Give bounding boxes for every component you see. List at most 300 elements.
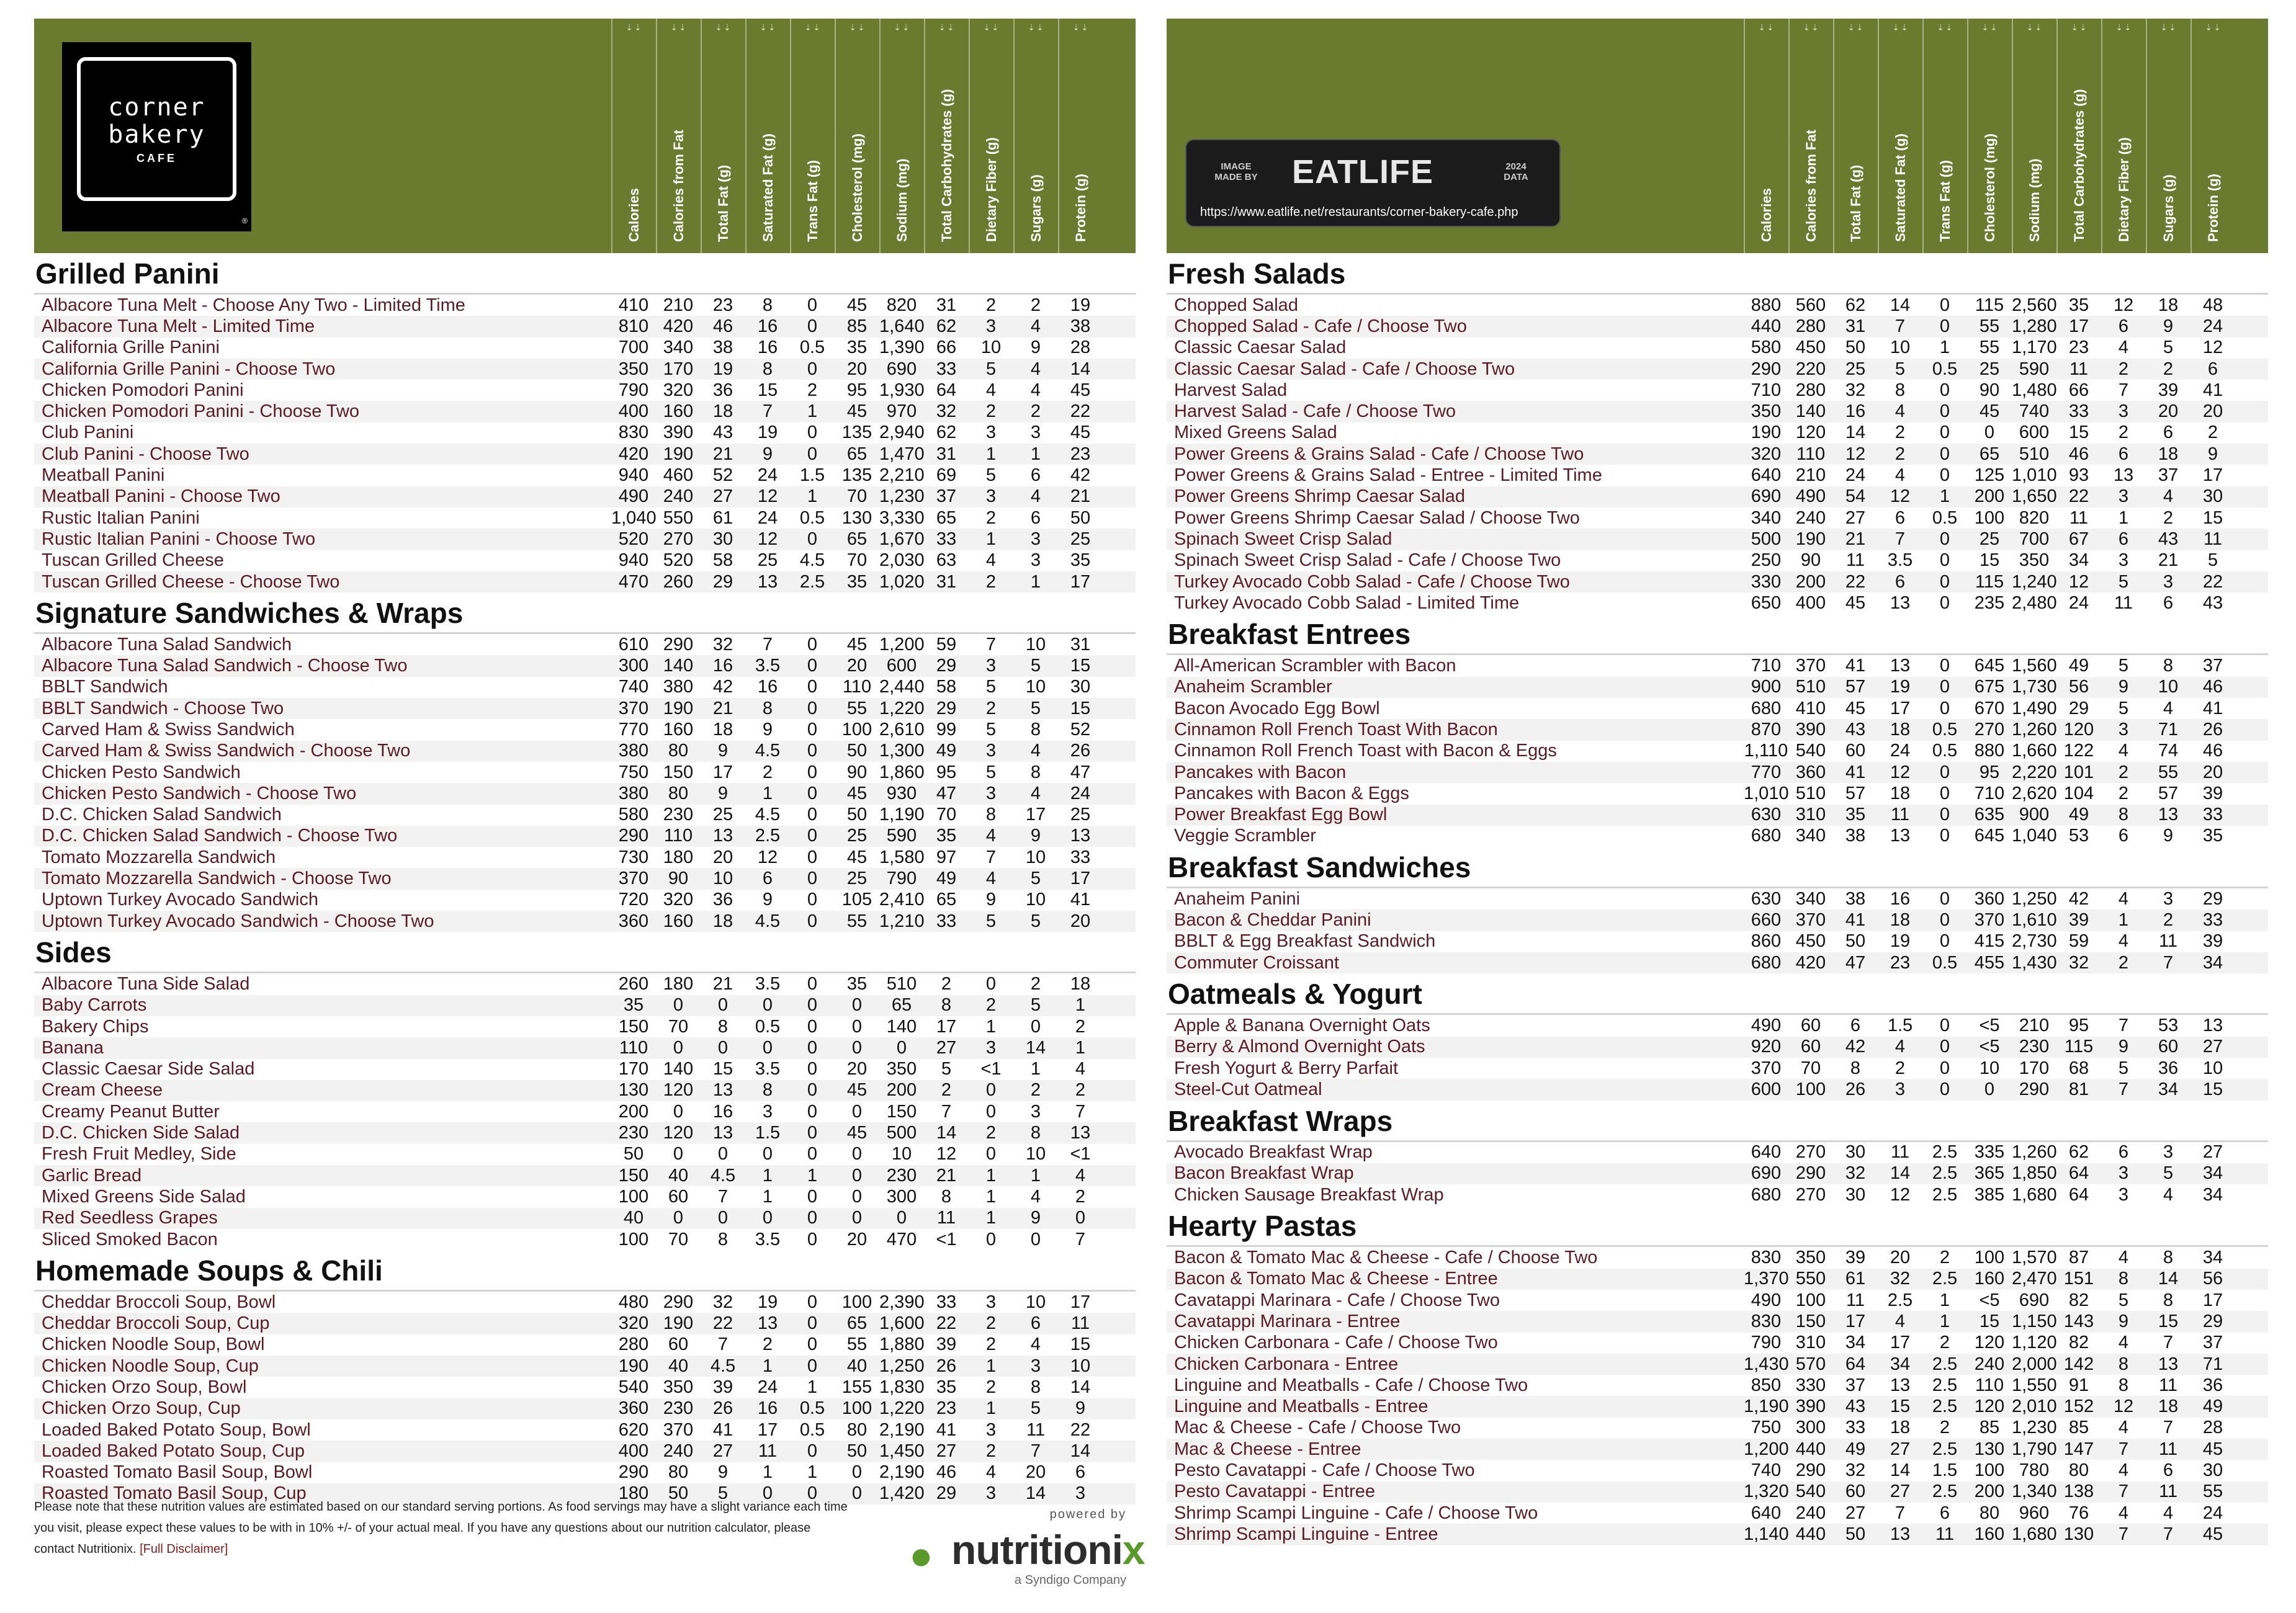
item-name[interactable]: Carved Ham & Swiss Sandwich bbox=[42, 719, 295, 739]
nutrient-value: 8 bbox=[717, 1229, 729, 1249]
table-row[interactable] bbox=[1167, 550, 2268, 571]
nutrient-value: 0 bbox=[807, 529, 818, 549]
item-name[interactable]: Bacon Avocado Egg Bowl bbox=[1174, 698, 1380, 718]
table-row[interactable] bbox=[1167, 1269, 2268, 1290]
table-row[interactable] bbox=[34, 1165, 1136, 1186]
nutrient-value: 2 bbox=[2118, 762, 2129, 782]
table-row[interactable] bbox=[1167, 741, 2268, 762]
right-panel bbox=[1167, 19, 2268, 1545]
item-name[interactable]: Cheddar Broccoli Soup, Cup bbox=[42, 1313, 270, 1334]
nutrient-value: 55 bbox=[846, 911, 868, 931]
item-name[interactable]: Tomato Mozzarella Sandwich bbox=[42, 847, 276, 867]
table-row[interactable] bbox=[34, 634, 1136, 655]
nutritionix-wordmark: nutritionix bbox=[951, 1527, 1145, 1573]
item-name[interactable]: Shrimp Scampi Linguine - Cafe / Choose Two bbox=[1174, 1503, 1538, 1523]
table-row[interactable] bbox=[1167, 719, 2268, 740]
item-name[interactable]: Albacore Tuna Salad Sandwich - Choose Two bbox=[42, 656, 408, 676]
item-name[interactable]: Chopped Salad - Cafe / Choose Two bbox=[1174, 316, 1467, 336]
table-row[interactable] bbox=[34, 380, 1136, 401]
nutrient-value: 3 bbox=[985, 1292, 997, 1312]
item-name[interactable]: Tuscan Grilled Cheese - Choose Two bbox=[42, 571, 340, 592]
table-row[interactable] bbox=[34, 337, 1136, 359]
item-name[interactable]: Chicken Pomodori Panini bbox=[42, 380, 244, 400]
nutrient-value: 23 bbox=[2068, 337, 2089, 358]
item-name[interactable]: BBLT Sandwich bbox=[42, 677, 168, 697]
sort-arrows-icon[interactable]: ⇣⇣ bbox=[1892, 22, 1909, 32]
table-row[interactable] bbox=[34, 973, 1136, 994]
item-name[interactable]: Harvest Salad - Cafe / Choose Two bbox=[1174, 401, 1456, 422]
eatlife-url[interactable]: https://www.eatlife.net/restaurants/corner-bakery-cafe.php bbox=[1200, 205, 1518, 219]
item-name[interactable]: Chicken Pesto Sandwich bbox=[42, 762, 241, 782]
table-row[interactable] bbox=[34, 1059, 1136, 1080]
table-row[interactable] bbox=[34, 719, 1136, 740]
table-row[interactable] bbox=[1167, 1439, 2268, 1460]
table-row[interactable] bbox=[1167, 380, 2268, 401]
item-name[interactable]: Rustic Italian Panini bbox=[42, 507, 200, 528]
sort-arrows-icon[interactable]: ⇣⇣ bbox=[2026, 22, 2043, 32]
nutrient-value: 960 bbox=[2019, 1503, 2050, 1523]
table-row[interactable] bbox=[1167, 529, 2268, 550]
nutrient-value: 0 bbox=[1939, 826, 1950, 846]
item-name[interactable]: Classic Caesar Salad bbox=[1174, 337, 1347, 358]
table-row[interactable] bbox=[34, 762, 1136, 783]
item-name[interactable]: Albacore Tuna Melt - Limited Time bbox=[42, 316, 315, 336]
nutrient-value: 1,040 bbox=[2012, 826, 2057, 846]
table-row[interactable] bbox=[34, 677, 1136, 698]
item-name[interactable]: Power Breakfast Egg Bowl bbox=[1174, 805, 1388, 825]
table-row[interactable] bbox=[1167, 1058, 2268, 1079]
table-row[interactable] bbox=[34, 1208, 1136, 1229]
column-header bbox=[1878, 19, 1922, 253]
table-row[interactable] bbox=[34, 1122, 1136, 1143]
table-row[interactable] bbox=[1167, 1079, 2268, 1100]
item-name[interactable]: Loaded Baked Potato Soup, Cup bbox=[42, 1441, 305, 1461]
table-row[interactable] bbox=[34, 1186, 1136, 1207]
item-name[interactable]: Sliced Smoked Bacon bbox=[42, 1229, 218, 1249]
nutrient-value: 2.5 bbox=[1932, 1269, 1958, 1289]
item-name[interactable]: Uptown Turkey Avocado Sandwich - Choose Two bbox=[42, 911, 434, 931]
item-name[interactable]: Carved Ham & Swiss Sandwich - Choose Two bbox=[42, 741, 411, 761]
item-name[interactable]: California Grille Panini bbox=[42, 337, 220, 358]
sort-arrows-icon[interactable]: ⇣⇣ bbox=[1758, 22, 1775, 32]
table-row[interactable] bbox=[34, 401, 1136, 422]
nutrient-value: 210 bbox=[663, 295, 694, 315]
sort-arrows-icon[interactable]: ⇣⇣ bbox=[2115, 22, 2133, 32]
nutrient-value: 0 bbox=[807, 1334, 818, 1355]
table-row[interactable] bbox=[1167, 1311, 2268, 1332]
item-name[interactable]: Red Seedless Grapes bbox=[42, 1208, 218, 1228]
table-row[interactable] bbox=[1167, 465, 2268, 486]
table-row[interactable] bbox=[1167, 507, 2268, 529]
table-row[interactable] bbox=[34, 1313, 1136, 1334]
table-row[interactable] bbox=[1167, 571, 2268, 592]
item-name[interactable]: D.C. Chicken Salad Sandwich bbox=[42, 805, 282, 825]
table-row[interactable] bbox=[1167, 337, 2268, 359]
item-name[interactable]: Chicken Noodle Soup, Bowl bbox=[42, 1334, 265, 1355]
item-name[interactable]: Steel-Cut Oatmeal bbox=[1174, 1079, 1322, 1099]
sort-arrows-icon[interactable]: ⇣⇣ bbox=[894, 22, 911, 32]
table-row[interactable] bbox=[34, 1356, 1136, 1377]
nutrient-value: 1,880 bbox=[879, 1334, 925, 1355]
sort-arrows-icon[interactable]: ⇣⇣ bbox=[983, 22, 1000, 32]
table-row[interactable] bbox=[1167, 1247, 2268, 1268]
sort-arrows-icon[interactable]: ⇣⇣ bbox=[760, 22, 777, 32]
item-name[interactable]: Bacon & Tomato Mac & Cheese - Cafe / Choose Two bbox=[1174, 1248, 1598, 1268]
item-name[interactable]: D.C. Chicken Salad Sandwich - Choose Two bbox=[42, 826, 398, 846]
item-name[interactable]: Uptown Turkey Avocado Sandwich bbox=[42, 890, 319, 910]
item-name[interactable]: Power Greens & Grains Salad - Entree - Limited Time bbox=[1174, 465, 1602, 486]
column-label: Saturated Fat (g) bbox=[1893, 133, 1908, 242]
nutrient-value: 3 bbox=[762, 1101, 773, 1122]
item-name[interactable]: D.C. Chicken Side Salad bbox=[42, 1123, 240, 1143]
nutrient-value: 1,010 bbox=[1744, 783, 1789, 803]
nutrient-value: 2 bbox=[2118, 422, 2129, 443]
item-name[interactable]: Power Greens Shrimp Caesar Salad bbox=[1174, 486, 1466, 507]
table-row[interactable] bbox=[1167, 359, 2268, 380]
item-name[interactable]: Garlic Bread bbox=[42, 1165, 142, 1186]
nutrient-value: 38 bbox=[1070, 316, 1091, 336]
item-name[interactable]: Chopped Salad bbox=[1174, 295, 1298, 315]
item-name[interactable]: Roasted Tomato Basil Soup, Bowl bbox=[42, 1462, 313, 1483]
table-row[interactable] bbox=[1167, 952, 2268, 973]
table-row[interactable] bbox=[1167, 677, 2268, 698]
nutrient-value: 30 bbox=[1070, 677, 1091, 697]
nutrient-value: 0 bbox=[807, 1059, 818, 1079]
item-name[interactable]: Chicken Noodle Soup, Cup bbox=[42, 1356, 259, 1376]
table-row[interactable] bbox=[34, 698, 1136, 719]
nutrient-value: 0 bbox=[1939, 592, 1950, 613]
nutrient-value: 590 bbox=[2019, 359, 2050, 379]
item-name[interactable]: Classic Caesar Salad - Cafe / Choose Two bbox=[1174, 359, 1515, 379]
nutrient-value: 0 bbox=[1939, 571, 1950, 592]
column-header bbox=[1013, 19, 1058, 253]
table-row[interactable] bbox=[34, 1037, 1136, 1058]
item-name[interactable]: Albacore Tuna Melt - Choose Any Two - Limited Time bbox=[42, 295, 465, 315]
sort-arrows-icon[interactable]: ⇣⇣ bbox=[1803, 22, 1820, 32]
nutrient-value: 2 bbox=[762, 762, 773, 782]
item-name[interactable]: Chicken Carbonara - Cafe / Choose Two bbox=[1174, 1333, 1498, 1353]
table-row[interactable] bbox=[1167, 486, 2268, 507]
item-name[interactable]: Spinach Sweet Crisp Salad bbox=[1174, 529, 1392, 549]
item-name[interactable]: Chicken Carbonara - Entree bbox=[1174, 1354, 1399, 1374]
item-name[interactable]: Cream Cheese bbox=[42, 1080, 163, 1101]
table-row[interactable] bbox=[34, 529, 1136, 550]
left-column-headers bbox=[611, 19, 1103, 253]
item-name[interactable]: Power Greens & Grains Salad - Cafe / Choose Two bbox=[1174, 444, 1584, 464]
item-name[interactable]: Club Panini bbox=[42, 422, 134, 443]
table-row[interactable] bbox=[1167, 655, 2268, 676]
full-disclaimer-link[interactable]: [Full Disclaimer] bbox=[140, 1542, 228, 1556]
item-name[interactable]: Apple & Banana Overnight Oats bbox=[1174, 1015, 1430, 1035]
table-row[interactable] bbox=[1167, 1184, 2268, 1205]
table-row[interactable] bbox=[1167, 1290, 2268, 1311]
nutrient-value: 260 bbox=[618, 973, 649, 994]
item-name[interactable]: Chicken Orzo Soup, Cup bbox=[42, 1398, 241, 1419]
table-row[interactable] bbox=[34, 571, 1136, 592]
item-name[interactable]: Mixed Greens Salad bbox=[1174, 422, 1337, 443]
item-name[interactable]: Cavatappi Marinara - Cafe / Choose Two bbox=[1174, 1290, 1500, 1310]
table-row[interactable] bbox=[34, 422, 1136, 444]
nutrient-value: 29 bbox=[936, 698, 957, 718]
item-name[interactable]: Chicken Pomodori Panini - Choose Two bbox=[42, 401, 360, 422]
nutrient-value: 42 bbox=[1845, 1037, 1866, 1057]
table-row[interactable] bbox=[1167, 592, 2268, 614]
table-row[interactable] bbox=[1167, 1333, 2268, 1354]
item-name[interactable]: Power Greens Shrimp Caesar Salad / Choose Two bbox=[1174, 507, 1580, 528]
table-row[interactable] bbox=[1167, 805, 2268, 826]
table-row[interactable] bbox=[1167, 1163, 2268, 1184]
nutrient-value: 11 bbox=[2114, 592, 2133, 613]
table-row[interactable] bbox=[34, 1080, 1136, 1101]
table-row[interactable] bbox=[34, 1462, 1136, 1483]
nutrient-value: 9 bbox=[2118, 1311, 2129, 1331]
item-name[interactable]: Chicken Orzo Soup, Bowl bbox=[42, 1377, 247, 1397]
item-name[interactable]: Albacore Tuna Side Salad bbox=[42, 973, 250, 994]
item-name[interactable]: Berry & Almond Overnight Oats bbox=[1174, 1037, 1425, 1057]
table-row[interactable] bbox=[34, 1229, 1136, 1250]
nutrient-value: 100 bbox=[1974, 507, 2005, 528]
item-name[interactable]: Cavatappi Marinara - Entree bbox=[1174, 1311, 1401, 1331]
eatlife-badge[interactable] bbox=[1185, 139, 1561, 227]
table-row[interactable] bbox=[1167, 1037, 2268, 1058]
sort-arrows-icon[interactable]: ⇣⇣ bbox=[804, 22, 822, 32]
sort-arrows-icon[interactable]: ⇣⇣ bbox=[2160, 22, 2177, 32]
table-row[interactable] bbox=[1167, 1460, 2268, 1481]
table-row[interactable] bbox=[34, 1441, 1136, 1462]
table-row[interactable] bbox=[34, 1419, 1136, 1441]
table-row[interactable] bbox=[34, 507, 1136, 529]
table-row[interactable] bbox=[34, 550, 1136, 571]
table-row[interactable] bbox=[34, 444, 1136, 465]
item-name[interactable]: Pancakes with Bacon & Eggs bbox=[1174, 783, 1409, 803]
table-row[interactable] bbox=[34, 783, 1136, 804]
table-row[interactable] bbox=[1167, 444, 2268, 465]
item-name[interactable]: Banana bbox=[42, 1037, 104, 1058]
table-row[interactable] bbox=[1167, 888, 2268, 909]
table-row[interactable] bbox=[34, 868, 1136, 889]
item-name[interactable]: Shrimp Scampi Linguine - Entree bbox=[1174, 1524, 1438, 1544]
item-name[interactable]: Fresh Yogurt & Berry Parfait bbox=[1174, 1058, 1399, 1078]
nutrient-value: 2,480 bbox=[2012, 592, 2057, 613]
sort-arrows-icon[interactable]: ⇣⇣ bbox=[1937, 22, 1954, 32]
nutrient-value: 3 bbox=[2163, 888, 2174, 909]
nutrient-value: 300 bbox=[886, 1186, 917, 1207]
item-name[interactable]: Rustic Italian Panini - Choose Two bbox=[42, 529, 316, 549]
item-name[interactable]: Harvest Salad bbox=[1174, 380, 1288, 400]
item-name[interactable]: Cinnamon Roll French Toast With Bacon bbox=[1174, 719, 1498, 739]
table-row[interactable] bbox=[1167, 1142, 2268, 1163]
table-row[interactable] bbox=[34, 1377, 1136, 1398]
nutrient-value: 0 bbox=[717, 1208, 729, 1228]
table-row[interactable] bbox=[1167, 1524, 2268, 1545]
table-row[interactable] bbox=[1167, 826, 2268, 847]
table-row[interactable] bbox=[34, 741, 1136, 762]
item-name[interactable]: Loaded Baked Potato Soup, Bowl bbox=[42, 1419, 311, 1440]
column-header bbox=[879, 19, 924, 253]
item-name[interactable]: Meatball Panini - Choose Two bbox=[42, 486, 280, 507]
item-name[interactable]: Avocado Breakfast Wrap bbox=[1174, 1142, 1373, 1163]
nutrient-value: 0 bbox=[807, 1186, 818, 1207]
nutrient-value: 5 bbox=[1895, 359, 1906, 379]
nutrient-value: 60 bbox=[1845, 741, 1866, 761]
item-name[interactable]: Veggie Scrambler bbox=[1174, 826, 1316, 846]
table-row[interactable] bbox=[1167, 1015, 2268, 1036]
table-row[interactable] bbox=[34, 465, 1136, 486]
nutrient-value: 0 bbox=[807, 656, 818, 676]
sort-arrows-icon[interactable]: ⇣⇣ bbox=[849, 22, 866, 32]
table-row[interactable] bbox=[34, 1101, 1136, 1122]
table-row[interactable] bbox=[1167, 698, 2268, 719]
nutritionix-logo[interactable] bbox=[909, 1508, 1145, 1588]
item-name[interactable]: Roasted Tomato Basil Soup, Cup bbox=[42, 1483, 307, 1504]
table-row[interactable] bbox=[34, 295, 1136, 316]
item-name[interactable]: Linguine and Meatballs - Cafe / Choose Two bbox=[1174, 1375, 1528, 1395]
sort-arrows-icon[interactable]: ⇣⇣ bbox=[626, 22, 643, 32]
nutrient-value: 870 bbox=[1751, 719, 1782, 739]
item-name[interactable]: Mixed Greens Side Salad bbox=[42, 1186, 246, 1207]
item-name[interactable]: Classic Caesar Side Salad bbox=[42, 1059, 255, 1079]
table-row[interactable] bbox=[34, 359, 1136, 380]
item-name[interactable]: BBLT Sandwich - Choose Two bbox=[42, 698, 284, 718]
table-row[interactable] bbox=[1167, 783, 2268, 804]
item-name[interactable]: Bacon & Tomato Mac & Cheese - Entree bbox=[1174, 1269, 1498, 1289]
sort-arrows-icon[interactable]: ⇣⇣ bbox=[715, 22, 732, 32]
item-name[interactable]: Mac & Cheese - Cafe / Choose Two bbox=[1174, 1418, 1461, 1438]
nutrient-value: 15 bbox=[1070, 656, 1091, 676]
item-name[interactable]: Bakery Chips bbox=[42, 1016, 149, 1037]
table-row[interactable] bbox=[1167, 931, 2268, 952]
table-row[interactable] bbox=[34, 1144, 1136, 1165]
item-name[interactable]: Tuscan Grilled Cheese bbox=[42, 550, 224, 571]
section-rows bbox=[1167, 653, 2268, 847]
nutrient-value: 0 bbox=[1939, 401, 1950, 422]
nutrient-value: 0 bbox=[807, 1123, 818, 1143]
table-row[interactable] bbox=[34, 911, 1136, 932]
item-name[interactable]: Turkey Avocado Cobb Salad - Limited Time bbox=[1174, 592, 1520, 613]
nutrient-value: 0 bbox=[1939, 888, 1950, 909]
item-name[interactable]: Bacon Breakfast Wrap bbox=[1174, 1163, 1354, 1184]
item-name[interactable]: Anaheim Scrambler bbox=[1174, 677, 1332, 697]
item-name[interactable]: Pesto Cavatappi - Entree bbox=[1174, 1481, 1376, 1502]
table-row[interactable] bbox=[1167, 1503, 2268, 1524]
table-row[interactable] bbox=[34, 890, 1136, 911]
item-name[interactable]: Mac & Cheese - Entree bbox=[1174, 1439, 1361, 1459]
item-name[interactable]: Tomato Mozzarella Sandwich - Choose Two bbox=[42, 869, 392, 889]
item-name[interactable]: Bacon & Cheddar Panini bbox=[1174, 910, 1371, 931]
nutrient-value: 13 bbox=[2158, 805, 2179, 825]
table-row[interactable] bbox=[1167, 316, 2268, 337]
nutrient-value: 1,230 bbox=[2012, 1418, 2057, 1438]
nutrient-value: 130 bbox=[618, 1080, 649, 1101]
item-name[interactable]: Chicken Sausage Breakfast Wrap bbox=[1174, 1184, 1444, 1205]
table-row[interactable] bbox=[34, 805, 1136, 826]
nutrient-value: 1,610 bbox=[2012, 910, 2057, 931]
item-name[interactable]: Spinach Sweet Crisp Salad - Cafe / Choose Two bbox=[1174, 550, 1561, 571]
table-row[interactable] bbox=[34, 826, 1136, 847]
sort-arrows-icon[interactable]: ⇣⇣ bbox=[938, 22, 956, 32]
nutrient-value: 4 bbox=[985, 380, 997, 400]
table-row[interactable] bbox=[1167, 401, 2268, 422]
table-row[interactable] bbox=[1167, 909, 2268, 931]
nutrient-value: 8 bbox=[717, 1016, 729, 1037]
sort-arrows-icon[interactable]: ⇣⇣ bbox=[1981, 22, 1999, 32]
table-row[interactable] bbox=[34, 486, 1136, 507]
table-row[interactable] bbox=[1167, 762, 2268, 783]
item-name[interactable]: Meatball Panini bbox=[42, 465, 165, 486]
nutrient-value: 18 bbox=[1890, 1418, 1911, 1438]
nutrient-value: 0 bbox=[1984, 1079, 1995, 1099]
table-row[interactable] bbox=[34, 995, 1136, 1016]
nutrient-value: 3 bbox=[1075, 1483, 1086, 1504]
item-name[interactable]: Linguine and Meatballs - Entree bbox=[1174, 1396, 1428, 1417]
nutrient-value: 29 bbox=[936, 656, 957, 676]
item-name[interactable]: Cheddar Broccoli Soup, Bowl bbox=[42, 1292, 276, 1312]
table-row[interactable] bbox=[1167, 1481, 2268, 1503]
nutrient-value: 13 bbox=[757, 1313, 778, 1334]
sort-arrows-icon[interactable]: ⇣⇣ bbox=[1028, 22, 1045, 32]
table-row[interactable] bbox=[1167, 1418, 2268, 1439]
item-name[interactable]: Cinnamon Roll French Toast with Bacon & Eggs bbox=[1174, 741, 1557, 761]
item-name[interactable]: Anaheim Panini bbox=[1174, 888, 1301, 909]
nutrient-value: 7 bbox=[2163, 1333, 2174, 1353]
table-row[interactable] bbox=[1167, 1396, 2268, 1417]
nutrient-value: 320 bbox=[663, 890, 694, 910]
item-name[interactable]: Creamy Peanut Butter bbox=[42, 1101, 220, 1122]
table-row[interactable] bbox=[34, 655, 1136, 676]
nutrient-value: 3 bbox=[2118, 486, 2129, 507]
nutrient-value: 70 bbox=[668, 1016, 689, 1037]
sort-arrows-icon[interactable]: ⇣⇣ bbox=[2071, 22, 2088, 32]
item-name[interactable]: Baby Carrots bbox=[42, 995, 147, 1016]
item-name[interactable]: Pancakes with Bacon bbox=[1174, 762, 1347, 782]
item-name[interactable]: Pesto Cavatappi - Cafe / Choose Two bbox=[1174, 1460, 1475, 1480]
item-name[interactable]: Turkey Avocado Cobb Salad - Cafe / Choose Two bbox=[1174, 571, 1570, 592]
item-name[interactable]: Commuter Croissant bbox=[1174, 952, 1339, 973]
item-name[interactable]: Chicken Pesto Sandwich - Choose Two bbox=[42, 783, 357, 803]
item-name[interactable]: California Grille Panini - Choose Two bbox=[42, 359, 336, 379]
item-name[interactable]: Albacore Tuna Salad Sandwich bbox=[42, 634, 292, 655]
sort-arrows-icon[interactable]: ⇣⇣ bbox=[670, 22, 688, 32]
table-row[interactable] bbox=[34, 316, 1136, 337]
nutrient-value: 4 bbox=[1895, 401, 1906, 422]
table-row[interactable] bbox=[34, 847, 1136, 868]
table-row[interactable] bbox=[1167, 1375, 2268, 1396]
table-row[interactable] bbox=[34, 1398, 1136, 1419]
table-row[interactable] bbox=[34, 1016, 1136, 1037]
nutrient-value: 36 bbox=[712, 890, 733, 910]
nutrient-value: 2 bbox=[941, 973, 952, 994]
table-row[interactable] bbox=[34, 1292, 1136, 1313]
table-row[interactable] bbox=[1167, 1354, 2268, 1375]
item-name[interactable]: BBLT & Egg Breakfast Sandwich bbox=[1174, 931, 1436, 952]
table-row[interactable] bbox=[1167, 422, 2268, 444]
nutrient-value: 22 bbox=[2068, 486, 2089, 507]
sort-arrows-icon[interactable]: ⇣⇣ bbox=[2205, 22, 2222, 32]
table-row[interactable] bbox=[34, 1334, 1136, 1356]
table-row[interactable] bbox=[1167, 295, 2268, 316]
nutrient-value: 340 bbox=[663, 337, 694, 358]
nutrient-value: 32 bbox=[1845, 1163, 1866, 1184]
sort-arrows-icon[interactable]: ⇣⇣ bbox=[1847, 22, 1865, 32]
nutrient-value: 10 bbox=[1025, 634, 1046, 655]
item-name[interactable]: Club Panini - Choose Two bbox=[42, 444, 249, 464]
sort-arrows-icon[interactable]: ⇣⇣ bbox=[1072, 22, 1090, 32]
item-name[interactable]: All-American Scrambler with Bacon bbox=[1174, 656, 1456, 676]
nutrient-value: 87 bbox=[2068, 1248, 2089, 1268]
nutrient-value: 32 bbox=[936, 401, 957, 422]
nutrient-value: 490 bbox=[618, 486, 649, 507]
item-name[interactable]: Fresh Fruit Medley, Side bbox=[42, 1144, 236, 1164]
